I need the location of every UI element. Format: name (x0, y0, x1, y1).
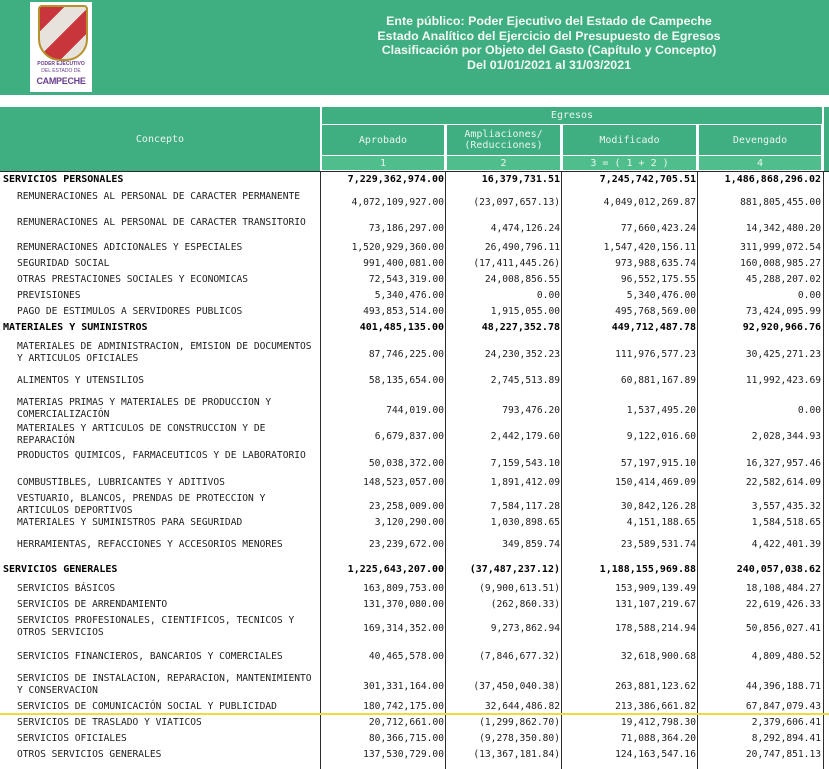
ampliaciones-value: 7,159,543.10 (490, 458, 560, 469)
chapter-row (0, 174, 829, 188)
concept-label: COMBUSTIBLES, LUBRICANTES Y ADITIVOS (17, 477, 225, 488)
aprobado-value: 991,400,081.00 (363, 258, 444, 269)
table-row (0, 477, 829, 491)
header-bottom-rule (0, 171, 829, 172)
table-row (0, 615, 829, 643)
concept-label: REMUNERACIONES ADICIONALES Y ESPECIALES (17, 242, 243, 253)
report-header (0, 0, 829, 95)
logo-text-line2: DEL ESTADO DE (41, 68, 81, 74)
ampliaciones-value: 16,379,731.51 (481, 174, 560, 185)
modificado-value: 213,386,661.82 (615, 701, 696, 712)
devengado-value: 11,992,423.69 (745, 375, 821, 386)
ampliaciones-value: 24,230,352.23 (484, 349, 560, 360)
concept-label: SEGURIDAD SOCIAL (17, 258, 110, 269)
table-row (0, 290, 829, 304)
aprobado-value: 87,746,225.00 (368, 349, 444, 360)
ampliaciones-value: 1,915,055.00 (490, 306, 560, 317)
highlight-line (0, 713, 829, 715)
concept-label: REMUNERACIONES AL PERSONAL DE CARACTER TRANSITORIO (17, 217, 306, 228)
ampliaciones-value: (37,450,040.38) (473, 681, 560, 692)
concept-label: REMUNERACIONES AL PERSONAL DE CARACTER PERMANENTE (17, 191, 301, 202)
aprobado-value: 1,520,929,360.00 (351, 242, 444, 253)
concept-label: PAGO DE ESTIMULOS A SERVIDORES PUBLICOS (17, 306, 243, 317)
devengado-value: 14,342,480.20 (745, 223, 821, 234)
modificado-value: 4,049,012,269.87 (603, 197, 696, 208)
egresos-header: Egresos (322, 107, 822, 124)
column-header-modificado: Modificado (563, 125, 696, 155)
modificado-value: 124,163,547.16 (615, 749, 696, 760)
aprobado-value: 493,853,514.00 (363, 306, 444, 317)
aprobado-value: 40,465,578.00 (368, 651, 444, 662)
devengado-value: 4,422,401.39 (751, 539, 821, 550)
table-row (0, 397, 829, 425)
title-period: Del 01/01/2021 al 31/03/2021 (467, 57, 631, 72)
table-row (0, 517, 829, 531)
ampliaciones-value: 48,227,352.78 (481, 322, 560, 333)
aprobado-value: 1,225,643,207.00 (347, 564, 444, 575)
table-row (0, 450, 829, 478)
table-row (0, 651, 829, 665)
concept-label: HERRAMIENTAS, REFACCIONES Y ACCESORIOS MENORES (17, 539, 283, 550)
table-row (0, 423, 829, 451)
aprobado-value: 137,530,729.00 (363, 749, 444, 760)
modificado-value: 30,842,126.28 (620, 501, 696, 512)
ampliaciones-value: 26,490,796.11 (484, 242, 560, 253)
table-row (0, 274, 829, 288)
aprobado-value: 401,485,135.00 (359, 322, 444, 333)
ampliaciones-value: 349,859.74 (502, 539, 560, 550)
concept-label: SERVICIOS DE COMUNICACIÓN SOCIAL Y PUBLICIDAD (17, 701, 277, 712)
aprobado-value: 744,019.00 (386, 405, 444, 416)
ampliaciones-value: 1,030,898.65 (490, 517, 560, 528)
ampliaciones-value: 4,474,126.24 (490, 223, 560, 234)
ampliaciones-value: (7,846,677.32) (479, 651, 560, 662)
table-row (0, 717, 829, 731)
devengado-value: 22,619,426.33 (745, 599, 821, 610)
devengado-value: 22,582,614.09 (745, 477, 821, 488)
concept-label: PREVISIONES (17, 290, 81, 301)
modificado-value: 77,660,423.24 (620, 223, 696, 234)
ampliaciones-value: (37,487,237.12) (469, 564, 560, 575)
aprobado-value: 80,366,715.00 (368, 733, 444, 744)
modificado-value: 4,151,188.65 (626, 517, 696, 528)
aprobado-value: 23,239,672.00 (368, 539, 444, 550)
devengado-value: 44,396,188.71 (745, 681, 821, 692)
devengado-value: 1,486,868,296.02 (724, 174, 821, 185)
table-row (0, 306, 829, 320)
devengado-value: 45,288,207.02 (745, 274, 821, 285)
modificado-value: 1,547,420,156.11 (603, 242, 696, 253)
aprobado-value: 4,072,109,927.00 (351, 197, 444, 208)
devengado-value: 0.00 (797, 405, 821, 416)
devengado-value: 20,747,851.13 (745, 749, 821, 760)
modificado-value: 5,340,476.00 (626, 290, 696, 301)
column-header-ampliaciones: Ampliaciones/ (Reducciones) (447, 125, 560, 155)
concept-label: SERVICIOS BÁSICOS (17, 583, 116, 594)
concept-label: MATERIALES DE ADMINISTRACION, EMISION DE DOCUMENTOS Y ARTICULOS OFICIALES (17, 341, 312, 364)
devengado-value: 160,008,985.27 (740, 258, 821, 269)
ampliaciones-value: (1,299,862.70) (479, 717, 560, 728)
concept-label: VESTUARIO, BLANCOS, PRENDAS DE PROTECCION Y ARTICULOS DEPORTIVOS (17, 493, 266, 516)
concept-label: OTRAS PRESTACIONES SOCIALES Y ECONOMICAS (17, 274, 249, 285)
concepto-header: Concepto (0, 107, 320, 171)
concept-label: SERVICIOS DE INSTALACION, REPARACION, MANTENIMIENTO Y CONSERVACION (17, 673, 312, 696)
title-entity: Ente público: Poder Ejecutivo del Estado de Campeche (386, 14, 712, 28)
devengado-value: 881,805,455.00 (740, 197, 821, 208)
devengado-value: 50,856,027.41 (745, 623, 821, 634)
table-row (0, 733, 829, 747)
devengado-value: 240,057,038.62 (736, 564, 821, 575)
ampliaciones-value: (9,900,613.51) (479, 583, 560, 594)
table-row (0, 191, 829, 215)
modificado-value: 150,414,469.09 (615, 477, 696, 488)
aprobado-value: 58,135,654.00 (368, 375, 444, 386)
aprobado-value: 5,340,476.00 (374, 290, 444, 301)
ampliaciones-value: 1,891,412.09 (490, 477, 560, 488)
aprobado-value: 3,120,290.00 (374, 517, 444, 528)
modificado-value: 111,976,577.23 (615, 349, 696, 360)
modificado-value: 131,107,219.67 (615, 599, 696, 610)
coat-of-arms-icon (38, 5, 88, 61)
aprobado-value: 301,331,164.00 (363, 681, 444, 692)
concept-label: SERVICIOS DE TRASLADO Y VIATICOS (17, 717, 202, 728)
ampliaciones-value: 32,644,486.82 (484, 701, 560, 712)
ampliaciones-value: 9,273,862.94 (490, 623, 560, 634)
modificado-value: 263,881,123.62 (615, 681, 696, 692)
ampliaciones-value: 2,442,179.60 (490, 431, 560, 442)
devengado-value: 30,425,271.23 (745, 349, 821, 360)
aprobado-value: 148,523,057.00 (363, 477, 444, 488)
modificado-value: 96,552,175.55 (620, 274, 696, 285)
ampliaciones-value: (17,411,445.26) (473, 258, 560, 269)
devengado-value: 311,999,072.54 (740, 242, 821, 253)
ampliaciones-value: (23,097,657.13) (473, 197, 560, 208)
concept-label: SERVICIOS OFICIALES (17, 733, 127, 744)
modificado-value: 7,245,742,705.51 (599, 174, 696, 185)
aprobado-value: 72,543,319.00 (368, 274, 444, 285)
header-edge-column (824, 107, 829, 171)
chapter-row (0, 322, 829, 336)
modificado-value: 973,988,635.74 (615, 258, 696, 269)
table-row (0, 599, 829, 613)
concept-label: SERVICIOS DE ARRENDAMIENTO (17, 599, 168, 610)
ampliaciones-value: 0.00 (536, 290, 560, 301)
concept-label: OTROS SERVICIOS GENERALES (17, 749, 162, 760)
modificado-value: 153,909,139.49 (615, 583, 696, 594)
table-row (0, 341, 829, 369)
devengado-value: 4,809,480.52 (751, 651, 821, 662)
aprobado-value: 50,038,372.00 (368, 458, 444, 469)
table-row (0, 539, 829, 553)
devengado-value: 2,028,344.93 (751, 431, 821, 442)
table-row (0, 673, 829, 701)
table-row (0, 375, 829, 389)
aprobado-value: 23,258,009.00 (368, 501, 444, 512)
table-row (0, 258, 829, 272)
modificado-value: 60,881,167.89 (620, 375, 696, 386)
devengado-value: 73,424,095.99 (745, 306, 821, 317)
devengado-value: 67,847,079.43 (745, 701, 821, 712)
chapter-label: MATERIALES Y SUMINISTROS (3, 322, 148, 333)
concept-label: ALIMENTOS Y UTENSILIOS (17, 375, 145, 386)
title-classification: Clasificación por Objeto del Gasto (Capítulo y Concepto) (381, 43, 717, 58)
table-row (0, 242, 829, 256)
devengado-value: 1,584,518.65 (751, 517, 821, 528)
column-index-3: 3 = ( 1 + 2 ) (563, 156, 696, 170)
concept-label: MATERIALES Y SUMINISTROS PARA SEGURIDAD (17, 517, 243, 528)
modificado-value: 495,768,569.00 (615, 306, 696, 317)
aprobado-value: 73,186,297.00 (368, 223, 444, 234)
aprobado-value: 169,314,352.00 (363, 623, 444, 634)
modificado-value: 57,197,915.10 (620, 458, 696, 469)
devengado-value: 92,920,966.76 (742, 322, 821, 333)
ampliaciones-value: (262,860.33) (490, 599, 560, 610)
devengado-value: 16,327,957.46 (745, 458, 821, 469)
modificado-value: 32,618,900.68 (620, 651, 696, 662)
aprobado-value: 163,809,753.00 (363, 583, 444, 594)
ampliaciones-value: 7,584,117.28 (490, 501, 560, 512)
table-row (0, 749, 829, 763)
chapter-label: SERVICIOS PERSONALES (3, 174, 124, 185)
column-index-4: 4 (699, 156, 821, 170)
chapter-label: SERVICIOS GENERALES (3, 564, 118, 575)
table-row (0, 217, 829, 241)
modificado-value: 23,589,531.74 (620, 539, 696, 550)
concept-label: MATERIALES Y ARTICULOS DE CONSTRUCCION Y DE REPARACIÓN (17, 423, 266, 446)
modificado-value: 449,712,487.78 (611, 322, 696, 333)
aprobado-value: 20,712,661.00 (368, 717, 444, 728)
devengado-value: 8,292,894.41 (751, 733, 821, 744)
table-row (0, 583, 829, 597)
modificado-value: 1,188,155,969.88 (599, 564, 696, 575)
concept-label: SERVICIOS PROFESIONALES, CIENTIFICOS, TECNICOS Y OTROS SERVICIOS (17, 615, 295, 638)
column-header-aprobado: Aprobado (322, 125, 444, 155)
ampliaciones-value: (13,367,181.84) (473, 749, 560, 760)
government-logo (30, 2, 92, 92)
devengado-value: 3,557,435.32 (751, 501, 821, 512)
ampliaciones-value: 793,476.20 (502, 405, 560, 416)
modificado-value: 19,412,798.30 (620, 717, 696, 728)
column-index-1: 1 (322, 156, 444, 170)
concept-label: MATERIAS PRIMAS Y MATERIALES DE PRODUCCION Y COMERCIALIZACIÓN (17, 397, 272, 420)
logo-text-line3: CAMPECHE (36, 76, 86, 86)
modificado-value: 1,537,495.20 (626, 405, 696, 416)
ampliaciones-value: 2,745,513.89 (490, 375, 560, 386)
title-report: Estado Analítico del Ejercicio del Presupuesto de Egresos (377, 28, 721, 43)
modificado-value: 71,088,364.20 (620, 733, 696, 744)
column-header-devengado: Devengado (699, 125, 821, 155)
column-index-2: 2 (447, 156, 560, 170)
ampliaciones-value: 24,008,856.55 (484, 274, 560, 285)
chapter-row (0, 564, 829, 578)
logo-text-line1: PODER EJECUTIVO (37, 61, 85, 67)
report-title (268, 14, 829, 72)
aprobado-value: 180,742,175.00 (363, 701, 444, 712)
ampliaciones-value: (9,278,350.80) (479, 733, 560, 744)
aprobado-value: 7,229,362,974.00 (347, 174, 444, 185)
devengado-value: 0.00 (797, 290, 821, 301)
modificado-value: 178,588,214.94 (615, 623, 696, 634)
aprobado-value: 6,679,837.00 (374, 431, 444, 442)
devengado-value: 2,379,606.41 (751, 717, 821, 728)
modificado-value: 9,122,016.60 (626, 431, 696, 442)
concept-label: SERVICIOS FINANCIEROS, BANCARIOS Y COMERCIALES (17, 651, 283, 662)
aprobado-value: 131,370,080.00 (363, 599, 444, 610)
devengado-value: 18,108,484.27 (745, 583, 821, 594)
concept-label: PRODUCTOS QUIMICOS, FARMACEUTICOS Y DE LABORATORIO (17, 450, 306, 461)
